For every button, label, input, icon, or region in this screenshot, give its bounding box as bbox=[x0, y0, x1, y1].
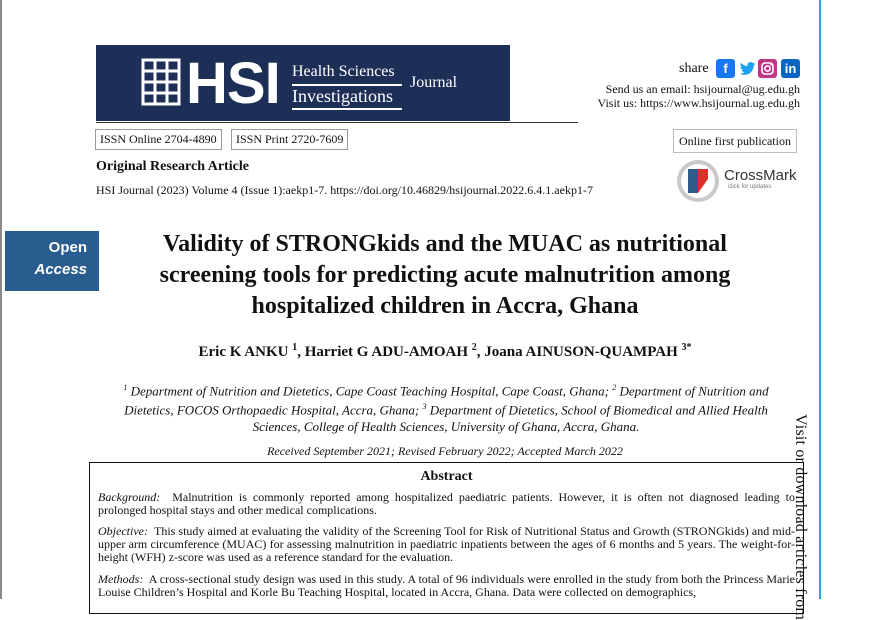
logo-journal-word: Journal bbox=[410, 74, 458, 91]
crossmark-label[interactable]: CrossMark bbox=[724, 167, 797, 184]
author-2: Harriet G ADU-AMOAH bbox=[304, 344, 469, 360]
citation-doi[interactable]: HSI Journal (2023) Volume 4 (Issue 1):aekp1-7. https://doi.org/10.46829/hsijournal.2022.6.4.1.aekp1-7 bbox=[96, 183, 593, 197]
abstract-background bbox=[98, 491, 795, 517]
objective-text: This study aimed at evaluating the validity of the Screening Tool for Risk of Nutritional Status and Growth (STRONGkids) and mid-upper arm circumference (MUAC) for assessing malnutrition in paediatric inpatients between the ages of 6 months and 5 years. The weight-for-height (WFH) z-score was used as a reference standard for the evaluation. bbox=[98, 524, 795, 564]
author-list: Eric K ANKU $^1$, Harriet G ADU-AMOAH $^2$, Joana AINUSON-QUAMPAH $^{3*}$ bbox=[198, 342, 692, 360]
affil-2-sup: 2 bbox=[612, 383, 617, 392]
methods-text: A cross-sectional study design was used in this study. A total of 96 individuals were enrolled in the study from both the Princess Marie Louise Children’s Hospital and Korle Bu Teaching Hospital, located in Accra, Ghana. Data were collected on demographics, bbox=[98, 572, 796, 599]
twitter-icon[interactable] bbox=[738, 59, 757, 78]
affil-3-sup: 3 bbox=[422, 402, 427, 412]
logo-investigations: Investigations bbox=[292, 86, 393, 106]
issn-print: ISSN Print 2720-7609 bbox=[231, 129, 348, 150]
abstract-methods bbox=[98, 573, 795, 599]
contact-website[interactable]: Visit us: https://www.hsijournal.ug.edu.gh bbox=[597, 96, 800, 110]
objective-label: Objective: bbox=[98, 524, 148, 538]
side-visit-text[interactable]: Visit or download articles from bbox=[792, 414, 809, 620]
received-dates: Received September 2021; Revised February 2022; Accepted March 2022 bbox=[267, 444, 623, 458]
crossmark-icon[interactable] bbox=[675, 158, 721, 204]
logo-hsi-text: HSI bbox=[186, 51, 280, 116]
share-label: share bbox=[679, 61, 709, 76]
logo-mark-icon bbox=[140, 57, 182, 107]
open-access-line2: Access bbox=[34, 261, 87, 278]
header-rule bbox=[96, 122, 578, 123]
contact-info bbox=[598, 82, 801, 110]
affil-1-sup: 1 bbox=[123, 383, 128, 392]
title-line-3: hospitalized children in Accra, Ghana bbox=[251, 293, 639, 319]
right-blue-rule bbox=[819, 0, 821, 599]
logo-underline-2 bbox=[292, 108, 402, 110]
instagram-icon[interactable] bbox=[758, 59, 777, 78]
crossmark-sublabel: click for updates bbox=[728, 184, 772, 190]
article-type: Original Research Article bbox=[96, 159, 249, 174]
affil-1: Department of Nutrition and Dietetics, Cape Coast Teaching Hospital, Cape Coast, Ghana; bbox=[130, 383, 609, 399]
open-access-badge bbox=[5, 231, 99, 291]
author-3: Joana AINUSON-QUAMPAH bbox=[484, 344, 678, 360]
facebook-icon[interactable]: f bbox=[716, 59, 735, 78]
background-text: Malnutrition is commonly reported among hospitalized paediatric patients. However, it is often not diagnosed leading to prolonged hospital stays and other medical complications. bbox=[98, 490, 796, 517]
abstract-objective bbox=[98, 525, 795, 564]
affil-3: Department of Dietetics, School of Biomedical and Allied Health Sciences, College of Health Sciences, University of Ghana, Accra, Ghana. bbox=[252, 402, 768, 434]
affiliations bbox=[104, 380, 788, 435]
logo-health-sciences: Health Sciences bbox=[292, 63, 395, 80]
article-title bbox=[100, 229, 790, 322]
methods-label: Methods: bbox=[98, 572, 144, 586]
author-3-sup: 3* bbox=[681, 342, 692, 353]
affil-2: Department of Nutrition and Dietetics, FOCOS Orthopaedic Hospital, Accra, Ghana; bbox=[124, 383, 769, 418]
contact-email[interactable]: Send us an email: hsijournal@ug.edu.gh bbox=[605, 82, 800, 96]
journal-logo bbox=[96, 45, 510, 121]
linkedin-icon[interactable]: in bbox=[781, 59, 800, 78]
title-line-2: screening tools for predicting acute malnutrition among bbox=[159, 262, 731, 288]
author-1: Eric K ANKU bbox=[198, 344, 289, 360]
author-2-sup: 2 bbox=[471, 342, 477, 353]
abstract-title: Abstract bbox=[420, 469, 473, 484]
title-line-1: Validity of STRONGkids and the MUAC as nutritional bbox=[163, 231, 727, 257]
background-label: Background: bbox=[98, 490, 161, 504]
open-access-line1: Open bbox=[48, 239, 87, 256]
online-first-badge: Online first publication bbox=[673, 129, 797, 153]
abstract-box bbox=[89, 462, 804, 614]
page-left-edge bbox=[0, 0, 2, 599]
author-1-sup: 1 bbox=[292, 342, 298, 353]
issn-online: ISSN Online 2704-4890 bbox=[95, 129, 222, 150]
